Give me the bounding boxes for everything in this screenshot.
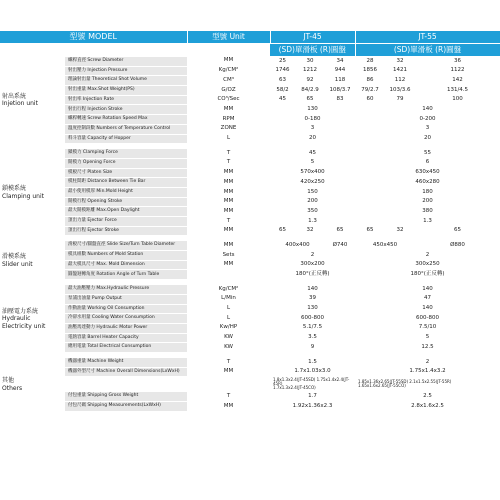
spec-value: 1856 xyxy=(355,66,385,76)
unit-header: 型號 Unit xyxy=(187,31,270,44)
spec-row xyxy=(0,402,500,412)
spec-value: 5 xyxy=(355,333,500,343)
spec-unit: T xyxy=(187,392,270,402)
spec-unit: T xyxy=(187,358,270,367)
spec-value: 130 xyxy=(270,304,355,314)
model-jt45-header: JT-45 xyxy=(270,31,355,44)
spec-value: 1.3 xyxy=(355,217,500,227)
spec-value: 300x250 xyxy=(355,260,500,270)
spec-item-label: 螺桿轉速 Screw Rotation Speed Max xyxy=(65,115,187,125)
spec-row xyxy=(0,377,500,392)
spec-unit: KW xyxy=(187,343,270,353)
spec-item-label: 油壓馬達動力 Hydraulic Motor Power xyxy=(65,323,187,333)
spec-unit: CO³/Sec xyxy=(187,95,270,105)
spec-value: 83 xyxy=(325,95,355,105)
spec-row xyxy=(0,343,500,353)
spec-row xyxy=(0,86,500,96)
spec-value: 1.7 xyxy=(270,392,355,402)
spec-unit: Sets xyxy=(187,251,270,261)
spec-value: 2.5 xyxy=(355,392,500,402)
spec-value: 65 xyxy=(355,226,385,236)
spec-row xyxy=(0,251,500,261)
spec-value: 142 xyxy=(415,76,500,86)
spec-value: 1212 xyxy=(295,66,325,76)
spec-unit: MM xyxy=(187,197,270,207)
spec-value: 32 xyxy=(385,57,415,67)
spec-row xyxy=(0,226,500,236)
spec-item-label: 付包尺碼 Shipping Measurements(LxWxH) xyxy=(65,402,187,412)
spec-value: 12.5 xyxy=(355,343,500,353)
spec-value: 1421 xyxy=(385,66,415,76)
spec-unit: MM xyxy=(187,178,270,188)
spec-row xyxy=(0,76,500,86)
spec-row xyxy=(0,314,500,324)
spec-item-label: 機器外型尺寸 Machine Overall Dimensions(LxWxH) xyxy=(65,367,187,377)
spec-value: 0-200 xyxy=(355,115,500,125)
spec-row xyxy=(0,285,500,294)
spec-item-label: 作動油量 Working Oil Consumption xyxy=(65,304,187,314)
spec-value: 118 xyxy=(325,76,355,86)
spec-unit: Kw/HP xyxy=(187,323,270,333)
screw-type-jt45: (SD)單滑板 (R)圓盤 xyxy=(270,44,355,57)
spec-value: 180°(正反轉) xyxy=(355,270,500,280)
spec-row xyxy=(0,367,500,377)
spec-table xyxy=(0,31,500,412)
spec-value: 2 xyxy=(355,358,500,367)
spec-value: 5 xyxy=(270,158,355,168)
spec-value: 36 xyxy=(415,57,500,67)
spec-value: 3.5 xyxy=(270,333,355,343)
spec-value: 450x450 xyxy=(355,241,415,250)
spec-row xyxy=(0,241,500,250)
spec-unit: CM³ xyxy=(187,76,270,86)
spec-value: 39 xyxy=(270,294,355,304)
spec-value: 60 xyxy=(355,95,385,105)
spec-item-label: 射出行程 Injection Stroke xyxy=(65,105,187,115)
section-category: 鎖模系統 Clamping unit xyxy=(0,149,65,236)
spec-item-label: 最小使用模厚 Min.Mold Height xyxy=(65,187,187,197)
spec-value: 25 xyxy=(270,57,295,67)
spec-unit: MM xyxy=(187,207,270,217)
spec-value: 140 xyxy=(355,105,500,115)
spec-item-label: 鎖模力 Clamping Force xyxy=(65,149,187,158)
spec-unit: MM xyxy=(187,367,270,377)
spec-value: 3 xyxy=(270,124,355,134)
spec-item-label xyxy=(65,377,187,392)
spec-row xyxy=(0,207,500,217)
spec-value: 570x400 xyxy=(270,168,355,178)
spec-item-label: 射出率 Injection Rate xyxy=(65,95,187,105)
spec-value: 140 xyxy=(270,285,355,294)
spec-value: 140 xyxy=(355,304,500,314)
spec-value: 28 xyxy=(355,57,385,67)
spec-value: 84/2.9 xyxy=(295,86,325,96)
spec-value: 3 xyxy=(355,124,500,134)
spec-value: 86 xyxy=(355,76,385,86)
section-category: 射出系統 Injetion unit xyxy=(0,57,65,144)
spec-unit: RPM xyxy=(187,115,270,125)
spec-value: Ø880 xyxy=(415,241,500,250)
spec-item-label: 滑板尺寸/圓盤直徑 Slide Size/Turn Table Diameter xyxy=(65,241,187,250)
spec-item-label: 頂出行程 Ejector Stroke xyxy=(65,226,187,236)
spec-unit: G/OZ xyxy=(187,86,270,96)
spec-unit xyxy=(187,270,270,280)
section-category: 其他 Others xyxy=(0,358,65,411)
spec-unit: MM xyxy=(187,57,270,67)
spec-unit: T xyxy=(187,158,270,168)
spec-item-label: 冷卻水用量 Cooling Water Consumption xyxy=(65,314,187,324)
spec-item-label: 開模力 Opening Force xyxy=(65,158,187,168)
spec-value: 65 xyxy=(415,226,500,236)
spec-value: 7.5/10 xyxy=(355,323,500,333)
spec-item-label: 射出重量 Max.Shot Weight(PS) xyxy=(65,86,187,96)
spec-item-label: 機器重量 Machine Weight xyxy=(65,358,187,367)
spec-unit: MM xyxy=(187,168,270,178)
spec-sheet xyxy=(0,31,500,412)
spec-value: 65 xyxy=(295,95,325,105)
spec-value: 0-180 xyxy=(270,115,355,125)
spec-unit: L xyxy=(187,304,270,314)
section-category: 油壓電力系統 Hydraulic Electricity unit xyxy=(0,285,65,352)
spec-value: 5.1/7.5 xyxy=(270,323,355,333)
spec-value: 131/4.5 xyxy=(415,86,500,96)
spec-row xyxy=(0,392,500,402)
spec-unit: MM xyxy=(187,226,270,236)
spec-value: 20 xyxy=(270,134,355,144)
spec-item-label: 最大模具尺寸 Max. Mold Dimension xyxy=(65,260,187,270)
spec-value: 6 xyxy=(355,158,500,168)
spec-row xyxy=(0,260,500,270)
spec-value: 34 xyxy=(325,57,355,67)
spec-unit: L xyxy=(187,314,270,324)
spec-value: 350 xyxy=(270,207,355,217)
spec-item-label: 螺桿直徑 Screw Diameter xyxy=(65,57,187,67)
spec-value: 2.8x1.6x2.5 xyxy=(355,402,500,412)
spec-item-label: 射出壓力 Injection Pressure xyxy=(65,66,187,76)
spec-value: 65 xyxy=(270,226,295,236)
spec-row xyxy=(0,66,500,76)
spec-row xyxy=(0,270,500,280)
model-jt55-header: JT-55 xyxy=(355,31,500,44)
spec-unit: T xyxy=(187,149,270,158)
spec-value: 1122 xyxy=(415,66,500,76)
spec-row xyxy=(0,105,500,115)
spec-value: 944 xyxy=(325,66,355,76)
spec-unit: MM xyxy=(187,187,270,197)
spec-value: 79/2.7 xyxy=(355,86,385,96)
spec-item-label: 圓盤迴轉角度 Rotation Angle of Turn Table xyxy=(65,270,187,280)
spec-item-label: 付包重量 Shipping Gross Weight xyxy=(65,392,187,402)
spec-item-label: 模具組數 Numbers of Mold Station xyxy=(65,251,187,261)
spec-row xyxy=(0,323,500,333)
spec-value: 58/2 xyxy=(270,86,295,96)
spec-row xyxy=(0,178,500,188)
spec-unit: KW xyxy=(187,333,270,343)
spec-value: 600-800 xyxy=(355,314,500,324)
spec-item-label: 電熱容量 Barrel Heater Capacity xyxy=(65,333,187,343)
section-category: 滑模系統 Slider unit xyxy=(0,241,65,279)
spec-value: 380 xyxy=(355,207,500,217)
spec-value: 420x250 xyxy=(270,178,355,188)
spec-unit: MM xyxy=(187,402,270,412)
spec-item-label: 料斗容量 Capacity of Hopper xyxy=(65,134,187,144)
screw-type-jt55: (SD)單滑板 (R)圓盤 xyxy=(355,44,500,57)
spec-item-label: 總用電量 Total Electrical Consumption xyxy=(65,343,187,353)
spec-value: 150 xyxy=(270,187,355,197)
spec-body xyxy=(0,57,500,412)
spec-row xyxy=(0,304,500,314)
spec-value: 130 xyxy=(270,105,355,115)
header-spacer xyxy=(0,44,270,57)
spec-row xyxy=(0,95,500,105)
spec-value: 140 xyxy=(355,285,500,294)
spec-item-label: 模板尺寸 Platen Size xyxy=(65,168,187,178)
spec-value: 460x280 xyxy=(355,178,500,188)
spec-value: 1.92x1.36x2.3 xyxy=(270,402,355,412)
spec-row xyxy=(0,57,500,67)
spec-unit: L xyxy=(187,134,270,144)
spec-row xyxy=(0,197,500,207)
spec-value: 1746 xyxy=(270,66,295,76)
spec-value: 112 xyxy=(385,76,415,86)
spec-value: Ø740 xyxy=(325,241,355,250)
spec-item-label: 頂出力量 Ejector Force xyxy=(65,217,187,227)
spec-value: 600-800 xyxy=(270,314,355,324)
spec-value: 1.7x1.03x3.0 xyxy=(270,367,355,377)
spec-value: 65 xyxy=(325,226,355,236)
spec-unit: MM xyxy=(187,260,270,270)
spec-value: 92 xyxy=(295,76,325,86)
spec-value: 79 xyxy=(385,95,415,105)
spec-value: 1.8x1.3x2.4(JT-45SD) 1.75x1.4x2.4(JT-45R) 1.7x1.3x2.4(JT-45CO) xyxy=(270,377,355,392)
spec-unit: ZONE xyxy=(187,124,270,134)
spec-value: 63 xyxy=(270,76,295,86)
spec-unit xyxy=(187,377,270,392)
spec-row xyxy=(0,294,500,304)
spec-value: 108/3.7 xyxy=(325,86,355,96)
spec-value: 630x450 xyxy=(355,168,500,178)
spec-row xyxy=(0,358,500,367)
spec-value: 45 xyxy=(270,95,295,105)
spec-item-label: 模柱間距 Distance Between Tie Bar xyxy=(65,178,187,188)
spec-unit: L/Min xyxy=(187,294,270,304)
spec-value: 45 xyxy=(270,149,355,158)
spec-row xyxy=(0,158,500,168)
spec-value: 1.85x1.36x2.65(JT-55SD) 2.1x1.5x2.55(JT-55R) 1.65x1.6x2.65(JT-55CO) xyxy=(355,377,500,392)
spec-item-label: 最大開模距離 Max.Open Daylight xyxy=(65,207,187,217)
model-header: 型號 MODEL xyxy=(0,31,187,44)
spec-unit: Kg/CM² xyxy=(187,285,270,294)
spec-item-label: 開模行程 Opening Stroke xyxy=(65,197,187,207)
spec-value: 180 xyxy=(355,187,500,197)
spec-value: 200 xyxy=(270,197,355,207)
spec-unit: T xyxy=(187,217,270,227)
spec-row xyxy=(0,115,500,125)
spec-unit: Kg/CM² xyxy=(187,66,270,76)
spec-value: 300x200 xyxy=(270,260,355,270)
spec-value: 400x400 xyxy=(270,241,325,250)
spec-value: 180°(正反轉) xyxy=(270,270,355,280)
spec-value: 47 xyxy=(355,294,500,304)
spec-value: 32 xyxy=(385,226,415,236)
spec-value: 32 xyxy=(295,226,325,236)
spec-value: 20 xyxy=(355,134,500,144)
spec-value: 55 xyxy=(355,149,500,158)
spec-row xyxy=(0,187,500,197)
spec-row xyxy=(0,217,500,227)
spec-value: 1.75x1.4x3.2 xyxy=(355,367,500,377)
spec-row xyxy=(0,149,500,158)
spec-row xyxy=(0,134,500,144)
spec-item-label: 溫度控制段數 Numbers of Temperature Control xyxy=(65,124,187,134)
spec-value: 1.5 xyxy=(270,358,355,367)
spec-value: 1.3 xyxy=(270,217,355,227)
spec-item-label: 最大油壓壓力 Max.Hydraulic Pressure xyxy=(65,285,187,294)
spec-row xyxy=(0,124,500,134)
spec-row xyxy=(0,168,500,178)
spec-unit: MM xyxy=(187,105,270,115)
spec-row xyxy=(0,333,500,343)
spec-value: 2 xyxy=(270,251,355,261)
spec-item-label: 泵浦出油量 Pump Output xyxy=(65,294,187,304)
spec-item-label: 理論射出量 Theoretical Shot Volume xyxy=(65,76,187,86)
spec-unit: MM xyxy=(187,241,270,250)
spec-value: 100 xyxy=(415,95,500,105)
spec-value: 103/3.6 xyxy=(385,86,415,96)
spec-value: 9 xyxy=(270,343,355,353)
spec-value: 30 xyxy=(295,57,325,67)
spec-value: 200 xyxy=(355,197,500,207)
spec-value: 2 xyxy=(355,251,500,261)
